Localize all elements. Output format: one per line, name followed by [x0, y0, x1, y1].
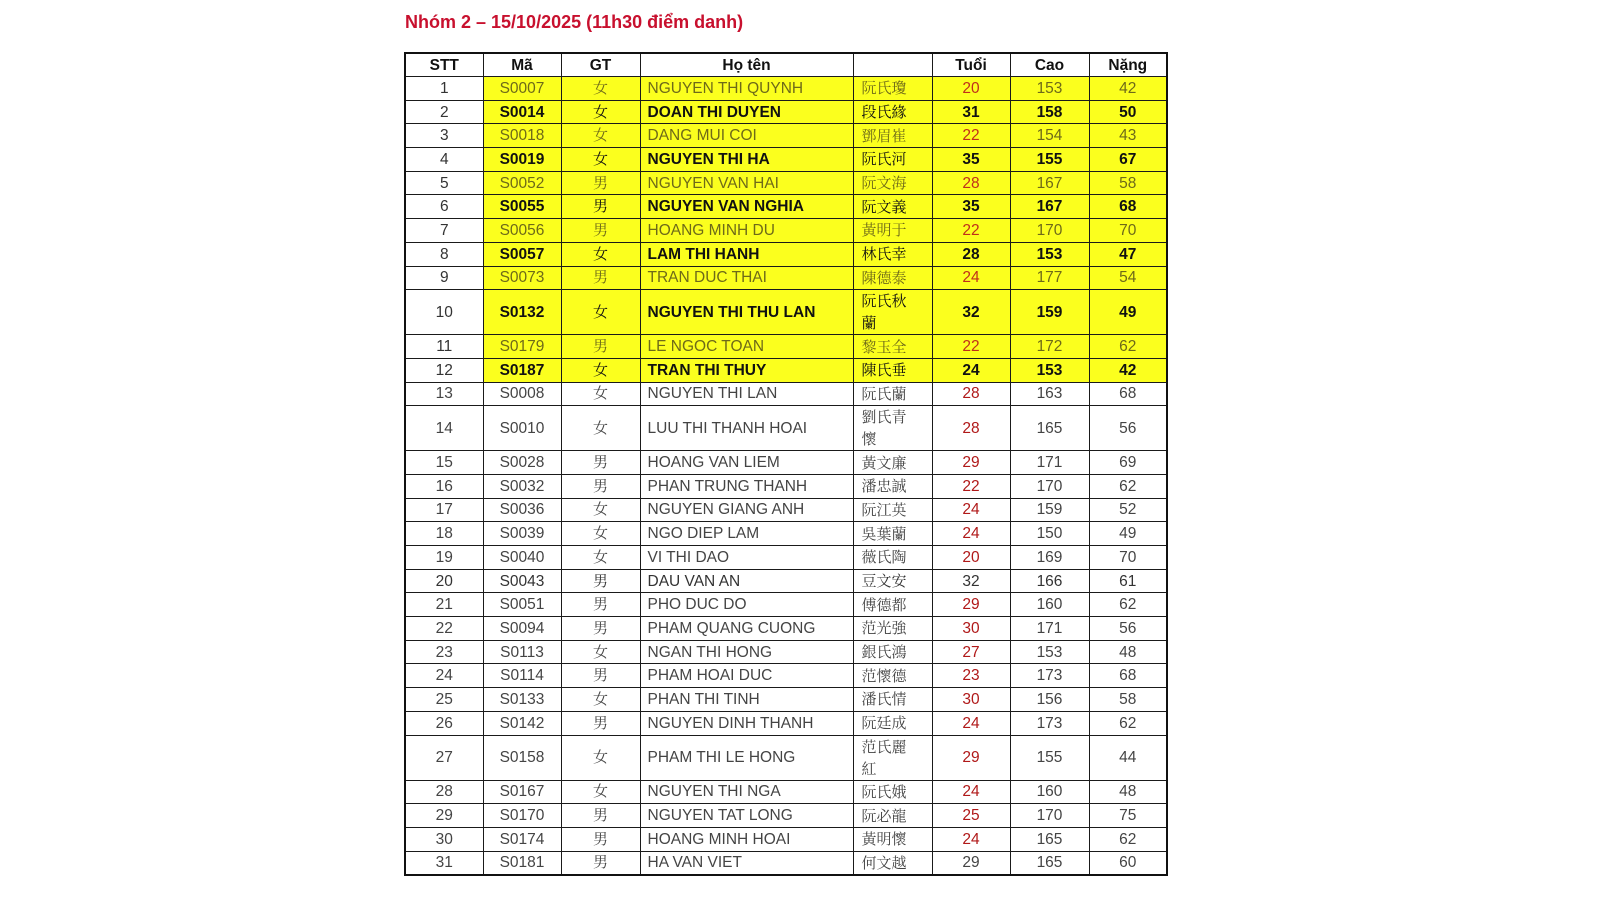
- cell-ma: S0019: [483, 148, 561, 172]
- page-title: Nhóm 2 – 15/10/2025 (11h30 điểm danh): [405, 12, 744, 32]
- cell-height: 170: [1010, 474, 1089, 498]
- cell-height: 170: [1010, 804, 1089, 828]
- table-row: [405, 100, 1167, 124]
- cell-name: LUU THI THANH HOAI: [640, 406, 853, 451]
- cell-stt: 5: [405, 171, 483, 195]
- cell-stt: 16: [405, 474, 483, 498]
- cell-han-name: 林氏幸: [853, 242, 932, 266]
- cell-weight: 56: [1089, 617, 1167, 641]
- cell-stt: 23: [405, 640, 483, 664]
- cell-han-name: 阮必龍: [853, 804, 932, 828]
- cell-han-name: 豆文安: [853, 569, 932, 593]
- table-row: [405, 148, 1167, 172]
- cell-height: 171: [1010, 617, 1089, 641]
- cell-gt: 女: [561, 382, 640, 406]
- table-row: [405, 617, 1167, 641]
- cell-weight: 43: [1089, 124, 1167, 148]
- cell-age: 30: [932, 688, 1010, 712]
- table-row: [405, 290, 1167, 335]
- cell-name: PHAM THI LE HONG: [640, 735, 853, 780]
- cell-weight: 47: [1089, 242, 1167, 266]
- cell-stt: 22: [405, 617, 483, 641]
- cell-ma: S0057: [483, 242, 561, 266]
- cell-ma: S0040: [483, 546, 561, 570]
- cell-ma: S0032: [483, 474, 561, 498]
- cell-weight: 75: [1089, 804, 1167, 828]
- cell-name: PHAN THI TINH: [640, 688, 853, 712]
- cell-ma: S0114: [483, 664, 561, 688]
- han-name-line: 劉氏青: [861, 408, 907, 427]
- cell-han-name: [853, 406, 932, 451]
- cell-gt: 女: [561, 780, 640, 804]
- table-row: [405, 474, 1167, 498]
- cell-age: 24: [932, 711, 1010, 735]
- cell-stt: 1: [405, 77, 483, 101]
- cell-ma: S0170: [483, 804, 561, 828]
- cell-name: HA VAN VIET: [640, 851, 853, 875]
- cell-ma: S0132: [483, 290, 561, 335]
- cell-stt: 11: [405, 335, 483, 359]
- table-body: [405, 77, 1167, 876]
- cell-height: 171: [1010, 451, 1089, 475]
- cell-ma: S0142: [483, 711, 561, 735]
- cell-height: 155: [1010, 735, 1089, 780]
- cell-height: 167: [1010, 195, 1089, 219]
- table-row: [405, 171, 1167, 195]
- header-gt: GT: [561, 53, 640, 77]
- header-ma: Mã: [483, 53, 561, 77]
- cell-height: 172: [1010, 335, 1089, 359]
- cell-han-name: 阮江英: [853, 498, 932, 522]
- cell-stt: 31: [405, 851, 483, 875]
- header-tuoi: Tuổi: [932, 53, 1010, 77]
- cell-gt: 男: [561, 266, 640, 290]
- cell-name: DAU VAN AN: [640, 569, 853, 593]
- table-row: [405, 195, 1167, 219]
- attendance-table: [404, 52, 1168, 876]
- cell-han-name: 阮氏瓊: [853, 77, 932, 101]
- cell-height: 150: [1010, 522, 1089, 546]
- table-row: [405, 358, 1167, 382]
- cell-name: NGUYEN DINH THANH: [640, 711, 853, 735]
- cell-han-name: 范懷德: [853, 664, 932, 688]
- table-row: [405, 640, 1167, 664]
- table-row: [405, 546, 1167, 570]
- cell-weight: 62: [1089, 711, 1167, 735]
- cell-ma: S0056: [483, 219, 561, 243]
- cell-name: PHO DUC DO: [640, 593, 853, 617]
- cell-ma: S0043: [483, 569, 561, 593]
- table-row: [405, 124, 1167, 148]
- cell-gt: 女: [561, 735, 640, 780]
- cell-weight: 52: [1089, 498, 1167, 522]
- cell-age: 20: [932, 77, 1010, 101]
- table-row: [405, 688, 1167, 712]
- cell-gt: 男: [561, 593, 640, 617]
- table-row: [405, 498, 1167, 522]
- cell-name: NGUYEN VAN NGHIA: [640, 195, 853, 219]
- cell-weight: 70: [1089, 219, 1167, 243]
- cell-weight: 49: [1089, 290, 1167, 335]
- cell-gt: 女: [561, 358, 640, 382]
- cell-han-name: 阮氏娥: [853, 780, 932, 804]
- cell-stt: 7: [405, 219, 483, 243]
- cell-han-name: 陳氏垂: [853, 358, 932, 382]
- cell-gt: 女: [561, 546, 640, 570]
- cell-ma: S0008: [483, 382, 561, 406]
- cell-name: HOANG MINH HOAI: [640, 827, 853, 851]
- cell-age: 28: [932, 171, 1010, 195]
- cell-ma: S0181: [483, 851, 561, 875]
- cell-age: 28: [932, 382, 1010, 406]
- cell-ma: S0018: [483, 124, 561, 148]
- cell-han-name: 范光強: [853, 617, 932, 641]
- cell-gt: 女: [561, 148, 640, 172]
- cell-age: 22: [932, 124, 1010, 148]
- cell-stt: 29: [405, 804, 483, 828]
- cell-gt: 女: [561, 640, 640, 664]
- cell-age: 24: [932, 266, 1010, 290]
- cell-gt: 男: [561, 804, 640, 828]
- cell-age: 32: [932, 569, 1010, 593]
- cell-stt: 18: [405, 522, 483, 546]
- cell-stt: 15: [405, 451, 483, 475]
- cell-height: 156: [1010, 688, 1089, 712]
- cell-weight: 44: [1089, 735, 1167, 780]
- cell-gt: 男: [561, 664, 640, 688]
- cell-weight: 56: [1089, 406, 1167, 451]
- cell-name: TRAN DUC THAI: [640, 266, 853, 290]
- cell-gt: 男: [561, 711, 640, 735]
- cell-age: 24: [932, 827, 1010, 851]
- cell-weight: 58: [1089, 171, 1167, 195]
- cell-ma: S0051: [483, 593, 561, 617]
- cell-gt: 女: [561, 406, 640, 451]
- cell-age: 20: [932, 546, 1010, 570]
- cell-ma: S0039: [483, 522, 561, 546]
- cell-height: 177: [1010, 266, 1089, 290]
- cell-name: NGUYEN GIANG ANH: [640, 498, 853, 522]
- cell-han-name: [853, 735, 932, 780]
- cell-han-name: 吳葉蘭: [853, 522, 932, 546]
- cell-height: 173: [1010, 711, 1089, 735]
- cell-name: HOANG MINH DU: [640, 219, 853, 243]
- cell-han-name: 段氏緣: [853, 100, 932, 124]
- table-row: [405, 406, 1167, 451]
- cell-height: 173: [1010, 664, 1089, 688]
- cell-weight: 54: [1089, 266, 1167, 290]
- cell-weight: 48: [1089, 780, 1167, 804]
- header-ho-ten: Họ tên: [640, 53, 853, 77]
- cell-ma: S0167: [483, 780, 561, 804]
- cell-name: NGUYEN THI THU LAN: [640, 290, 853, 335]
- cell-stt: 24: [405, 664, 483, 688]
- cell-gt: 女: [561, 290, 640, 335]
- cell-gt: 女: [561, 522, 640, 546]
- cell-age: 35: [932, 195, 1010, 219]
- cell-height: 155: [1010, 148, 1089, 172]
- cell-age: 23: [932, 664, 1010, 688]
- cell-weight: 42: [1089, 77, 1167, 101]
- cell-age: 22: [932, 219, 1010, 243]
- cell-ma: S0179: [483, 335, 561, 359]
- cell-weight: 67: [1089, 148, 1167, 172]
- cell-age: 29: [932, 593, 1010, 617]
- cell-name: NGO DIEP LAM: [640, 522, 853, 546]
- table-row: [405, 219, 1167, 243]
- cell-height: 160: [1010, 780, 1089, 804]
- cell-age: 28: [932, 406, 1010, 451]
- cell-gt: 男: [561, 195, 640, 219]
- cell-han-name: 黃文廉: [853, 451, 932, 475]
- cell-ma: S0174: [483, 827, 561, 851]
- cell-name: TRAN THI THUY: [640, 358, 853, 382]
- cell-weight: 58: [1089, 688, 1167, 712]
- cell-han-name: 黃明于: [853, 219, 932, 243]
- cell-age: 29: [932, 735, 1010, 780]
- cell-height: 160: [1010, 593, 1089, 617]
- cell-stt: 26: [405, 711, 483, 735]
- table-row: [405, 735, 1167, 780]
- cell-han-name: 陳德泰: [853, 266, 932, 290]
- cell-han-name: 傅德都: [853, 593, 932, 617]
- cell-height: 169: [1010, 546, 1089, 570]
- table-row: [405, 77, 1167, 101]
- cell-stt: 4: [405, 148, 483, 172]
- cell-height: 158: [1010, 100, 1089, 124]
- cell-gt: 女: [561, 100, 640, 124]
- cell-han-name: 銀氏鴻: [853, 640, 932, 664]
- han-name-line: 紅: [861, 759, 877, 778]
- cell-height: 167: [1010, 171, 1089, 195]
- cell-age: 24: [932, 780, 1010, 804]
- cell-age: 28: [932, 242, 1010, 266]
- table-header-row: [405, 53, 1167, 77]
- cell-gt: 女: [561, 124, 640, 148]
- cell-han-name: 潘忠誠: [853, 474, 932, 498]
- header-cao: Cao: [1010, 53, 1089, 77]
- cell-height: 153: [1010, 242, 1089, 266]
- cell-stt: 19: [405, 546, 483, 570]
- cell-height: 170: [1010, 219, 1089, 243]
- cell-han-name: 阮氏蘭: [853, 382, 932, 406]
- cell-stt: 3: [405, 124, 483, 148]
- cell-ma: S0113: [483, 640, 561, 664]
- cell-name: DOAN THI DUYEN: [640, 100, 853, 124]
- cell-height: 154: [1010, 124, 1089, 148]
- cell-age: 29: [932, 851, 1010, 875]
- table-row: [405, 593, 1167, 617]
- cell-age: 24: [932, 498, 1010, 522]
- cell-ma: S0187: [483, 358, 561, 382]
- cell-stt: 10: [405, 290, 483, 335]
- cell-stt: 17: [405, 498, 483, 522]
- cell-ma: S0036: [483, 498, 561, 522]
- cell-weight: 42: [1089, 358, 1167, 382]
- cell-han-name: 阮文海: [853, 171, 932, 195]
- cell-ma: S0014: [483, 100, 561, 124]
- cell-weight: 61: [1089, 569, 1167, 593]
- cell-gt: 女: [561, 242, 640, 266]
- han-name-line: 阮氏秋: [861, 292, 907, 311]
- cell-han-name: 潘氏情: [853, 688, 932, 712]
- cell-stt: 27: [405, 735, 483, 780]
- cell-age: 22: [932, 335, 1010, 359]
- cell-name: NGUYEN THI HA: [640, 148, 853, 172]
- table-row: [405, 569, 1167, 593]
- cell-age: 25: [932, 804, 1010, 828]
- cell-ma: S0007: [483, 77, 561, 101]
- cell-han-name: 薇氏陶: [853, 546, 932, 570]
- cell-gt: 男: [561, 851, 640, 875]
- cell-han-name: [853, 290, 932, 335]
- cell-stt: 12: [405, 358, 483, 382]
- cell-height: 159: [1010, 290, 1089, 335]
- cell-height: 153: [1010, 358, 1089, 382]
- header-stt: STT: [405, 53, 483, 77]
- cell-age: 27: [932, 640, 1010, 664]
- cell-gt: 男: [561, 219, 640, 243]
- cell-stt: 14: [405, 406, 483, 451]
- cell-weight: 50: [1089, 100, 1167, 124]
- cell-stt: 6: [405, 195, 483, 219]
- cell-height: 159: [1010, 498, 1089, 522]
- cell-weight: 69: [1089, 451, 1167, 475]
- table-row: [405, 780, 1167, 804]
- cell-age: 29: [932, 451, 1010, 475]
- cell-name: LAM THI HANH: [640, 242, 853, 266]
- cell-stt: 21: [405, 593, 483, 617]
- cell-weight: 68: [1089, 195, 1167, 219]
- cell-name: PHAM HOAI DUC: [640, 664, 853, 688]
- cell-height: 163: [1010, 382, 1089, 406]
- cell-name: PHAN TRUNG THANH: [640, 474, 853, 498]
- cell-ma: S0052: [483, 171, 561, 195]
- cell-age: 24: [932, 522, 1010, 546]
- cell-gt: 男: [561, 171, 640, 195]
- cell-weight: 62: [1089, 827, 1167, 851]
- table-row: [405, 827, 1167, 851]
- cell-height: 153: [1010, 77, 1089, 101]
- cell-name: PHAM QUANG CUONG: [640, 617, 853, 641]
- cell-gt: 男: [561, 474, 640, 498]
- cell-han-name: 黎玉全: [853, 335, 932, 359]
- cell-height: 165: [1010, 851, 1089, 875]
- cell-stt: 25: [405, 688, 483, 712]
- cell-height: 166: [1010, 569, 1089, 593]
- cell-gt: 男: [561, 617, 640, 641]
- cell-age: 24: [932, 358, 1010, 382]
- cell-stt: 13: [405, 382, 483, 406]
- cell-han-name: 阮廷成: [853, 711, 932, 735]
- cell-height: 165: [1010, 827, 1089, 851]
- cell-gt: 女: [561, 77, 640, 101]
- table-row: [405, 522, 1167, 546]
- cell-han-name: 阮文義: [853, 195, 932, 219]
- cell-ma: S0133: [483, 688, 561, 712]
- cell-ma: S0028: [483, 451, 561, 475]
- cell-name: NGAN THI HONG: [640, 640, 853, 664]
- cell-stt: 8: [405, 242, 483, 266]
- cell-name: HOANG VAN LIEM: [640, 451, 853, 475]
- cell-age: 22: [932, 474, 1010, 498]
- cell-gt: 男: [561, 569, 640, 593]
- cell-han-name: 黃明懷: [853, 827, 932, 851]
- table-row: [405, 804, 1167, 828]
- table-row: [405, 451, 1167, 475]
- cell-name: DANG MUI COI: [640, 124, 853, 148]
- cell-age: 30: [932, 617, 1010, 641]
- cell-han-name: 阮氏河: [853, 148, 932, 172]
- han-name-line: 懷: [861, 430, 877, 449]
- cell-weight: 60: [1089, 851, 1167, 875]
- cell-weight: 48: [1089, 640, 1167, 664]
- table-row: [405, 335, 1167, 359]
- table-row: [405, 711, 1167, 735]
- cell-age: 35: [932, 148, 1010, 172]
- cell-name: NGUYEN VAN HAI: [640, 171, 853, 195]
- cell-gt: 女: [561, 498, 640, 522]
- cell-name: VI THI DAO: [640, 546, 853, 570]
- cell-name: LE NGOC TOAN: [640, 335, 853, 359]
- cell-ma: S0010: [483, 406, 561, 451]
- cell-weight: 70: [1089, 546, 1167, 570]
- cell-weight: 68: [1089, 382, 1167, 406]
- cell-ma: S0094: [483, 617, 561, 641]
- table-row: [405, 382, 1167, 406]
- header-nang: Nặng: [1089, 53, 1167, 77]
- cell-stt: 20: [405, 569, 483, 593]
- cell-weight: 62: [1089, 335, 1167, 359]
- cell-name: NGUYEN THI LAN: [640, 382, 853, 406]
- han-name-line: 范氏麗: [861, 737, 907, 756]
- cell-han-name: 鄧眉崔: [853, 124, 932, 148]
- cell-gt: 男: [561, 335, 640, 359]
- cell-stt: 28: [405, 780, 483, 804]
- table-row: [405, 266, 1167, 290]
- han-name-line: 蘭: [861, 314, 877, 333]
- cell-stt: 9: [405, 266, 483, 290]
- cell-stt: 2: [405, 100, 483, 124]
- cell-height: 153: [1010, 640, 1089, 664]
- cell-weight: 62: [1089, 474, 1167, 498]
- cell-gt: 男: [561, 451, 640, 475]
- table-row: [405, 851, 1167, 875]
- cell-ma: S0158: [483, 735, 561, 780]
- cell-ma: S0073: [483, 266, 561, 290]
- cell-stt: 30: [405, 827, 483, 851]
- cell-height: 165: [1010, 406, 1089, 451]
- cell-ma: S0055: [483, 195, 561, 219]
- cell-age: 32: [932, 290, 1010, 335]
- cell-han-name: 何文越: [853, 851, 932, 875]
- cell-weight: 62: [1089, 593, 1167, 617]
- table-row: [405, 664, 1167, 688]
- cell-name: NGUYEN THI NGA: [640, 780, 853, 804]
- table-row: [405, 242, 1167, 266]
- cell-weight: 49: [1089, 522, 1167, 546]
- cell-name: NGUYEN THI QUYNH: [640, 77, 853, 101]
- cell-name: NGUYEN TAT LONG: [640, 804, 853, 828]
- cell-gt: 女: [561, 688, 640, 712]
- cell-age: 31: [932, 100, 1010, 124]
- cell-weight: 68: [1089, 664, 1167, 688]
- cell-gt: 男: [561, 827, 640, 851]
- header-han-name: [853, 53, 932, 77]
